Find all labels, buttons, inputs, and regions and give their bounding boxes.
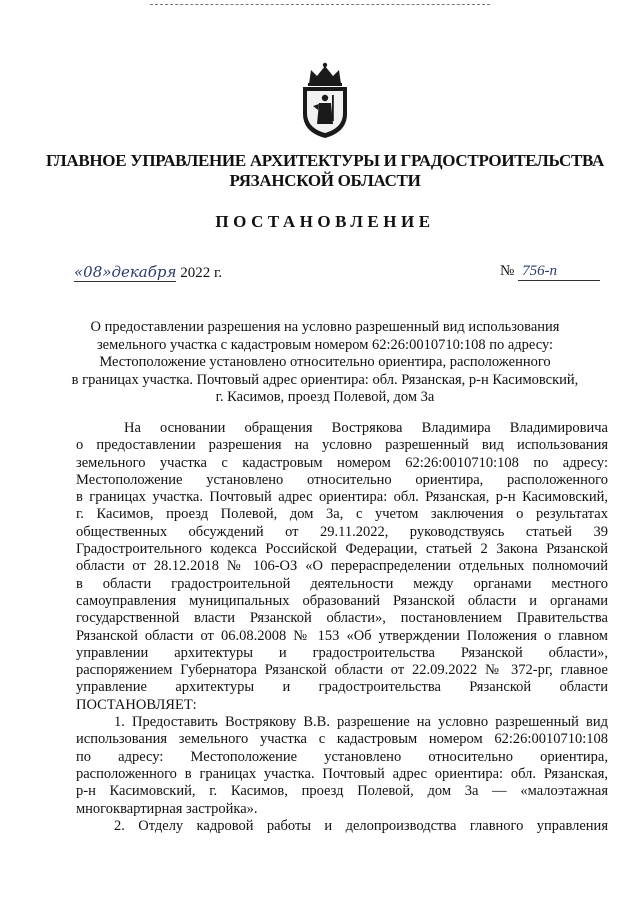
body-line: в области градостроительной деятельности между органами местного [76,575,608,592]
body-line: распоряжением Губернатора Рязанской области от 22.09.2022 № 372-рг, главное [76,662,608,679]
organization-name-line2: РЯЗАНСКОЙ ОБЛАСТИ [229,171,421,190]
number-label: № [500,263,515,279]
date-year: 2022 г. [180,265,223,281]
subject-line: в границах участка. Почтовый адрес ориентира: обл. Рязанская, р-н Касимовский, [71,371,579,388]
document-number [500,263,600,281]
document-body [76,420,608,835]
body-line: На основании обращения Вострякова Владимира Владимировича [124,420,608,436]
body-line: самоуправления муниципальных образований Рязанской области и органами [76,592,608,609]
body-line: г. Касимов, проезд Полевой, дом 3а, с учетом заключения о результатах [76,506,608,523]
scan-top-edge [150,4,490,7]
body-line: области от 28.12.2018 № 106-ОЗ «О перераспределении отдельных полномочий [76,558,608,575]
clause-1-line: р-н Касимовский, г. Касимов, проезд Полевой, дом 3а — «малоэтажная [76,783,608,800]
body-line: Градостроительного кодекса Российской Федерации, статьей 2 Закона Рязанской [76,541,608,558]
body-line: Местоположение установлено относительно ориентира, расположенного [76,471,608,488]
clause-1-line: по адресу: Местоположение установлено относительно ориентира, [76,748,608,765]
clause-1-line: расположенного в границах участка. Почтовый адрес ориентира: обл. Рязанская, [76,765,608,782]
document-date [74,263,222,282]
ryazan-coat-of-arms-icon [295,62,355,140]
document-subject [60,319,590,407]
subject-line: земельного участка с кадастровым номером 62:26:0010710:108 по адресу: [96,336,554,353]
body-line: Рязанской области от 06.08.2008 № 153 «Об утверждении Положения о главном [76,627,608,644]
body-line: общественных обсуждений от 29.11.2022, руководствуясь статьей 39 [76,523,608,540]
subject-line: г. Касимов, проезд Полевой, дом 3а [215,389,435,405]
body-line: государственной власти Рязанской области», постановлением Правительства [76,610,608,627]
subject-line: О предоставлении разрешения на условно разрешенный вид использования [90,319,560,335]
body-line: управление архитектуры и градостроительства Рязанской области [76,679,608,696]
subject-line: Местоположение установлено относительно ориентира, расположенного [99,354,551,370]
clause-1-line: 1. Предоставить Вострякову В.В. разрешение на условно разрешенный вид [114,714,608,731]
document-type-title: ПОСТАНОВЛЕНИЕ [215,212,435,231]
clause-1-line: использования земельного участка с кадастровым номером 62:26:0010710:108 [76,731,608,748]
resolution-keyword: ПОСТАНОВЛЯЕТ: [76,696,197,713]
number-value-handwritten: 756-п [518,263,600,281]
body-line: о предоставлении разрешения на условно разрешенный вид использования [76,437,608,454]
body-line: управлении архитектуры и градостроительства Рязанской области», [76,644,608,661]
clause-2-line: 2. Отделу кадровой работы и делопроизводства главного управления [114,817,608,834]
clause-1-line: многоквартирная застройка». [76,800,258,817]
organization-name-line1: ГЛАВНОЕ УПРАВЛЕНИЕ АРХИТЕКТУРЫ И ГРАДОСТРОИТЕЛЬСТВА [46,151,604,170]
body-line: в границах участка. Почтовый адрес ориентира: обл. Рязанская, р-н Касимовский, [76,489,608,506]
date-month-handwritten: декабря [111,263,177,281]
date-day: «08» [74,263,112,281]
body-line: земельного участка с кадастровым номером 62:26:0010710:108 по адресу: [76,454,608,471]
